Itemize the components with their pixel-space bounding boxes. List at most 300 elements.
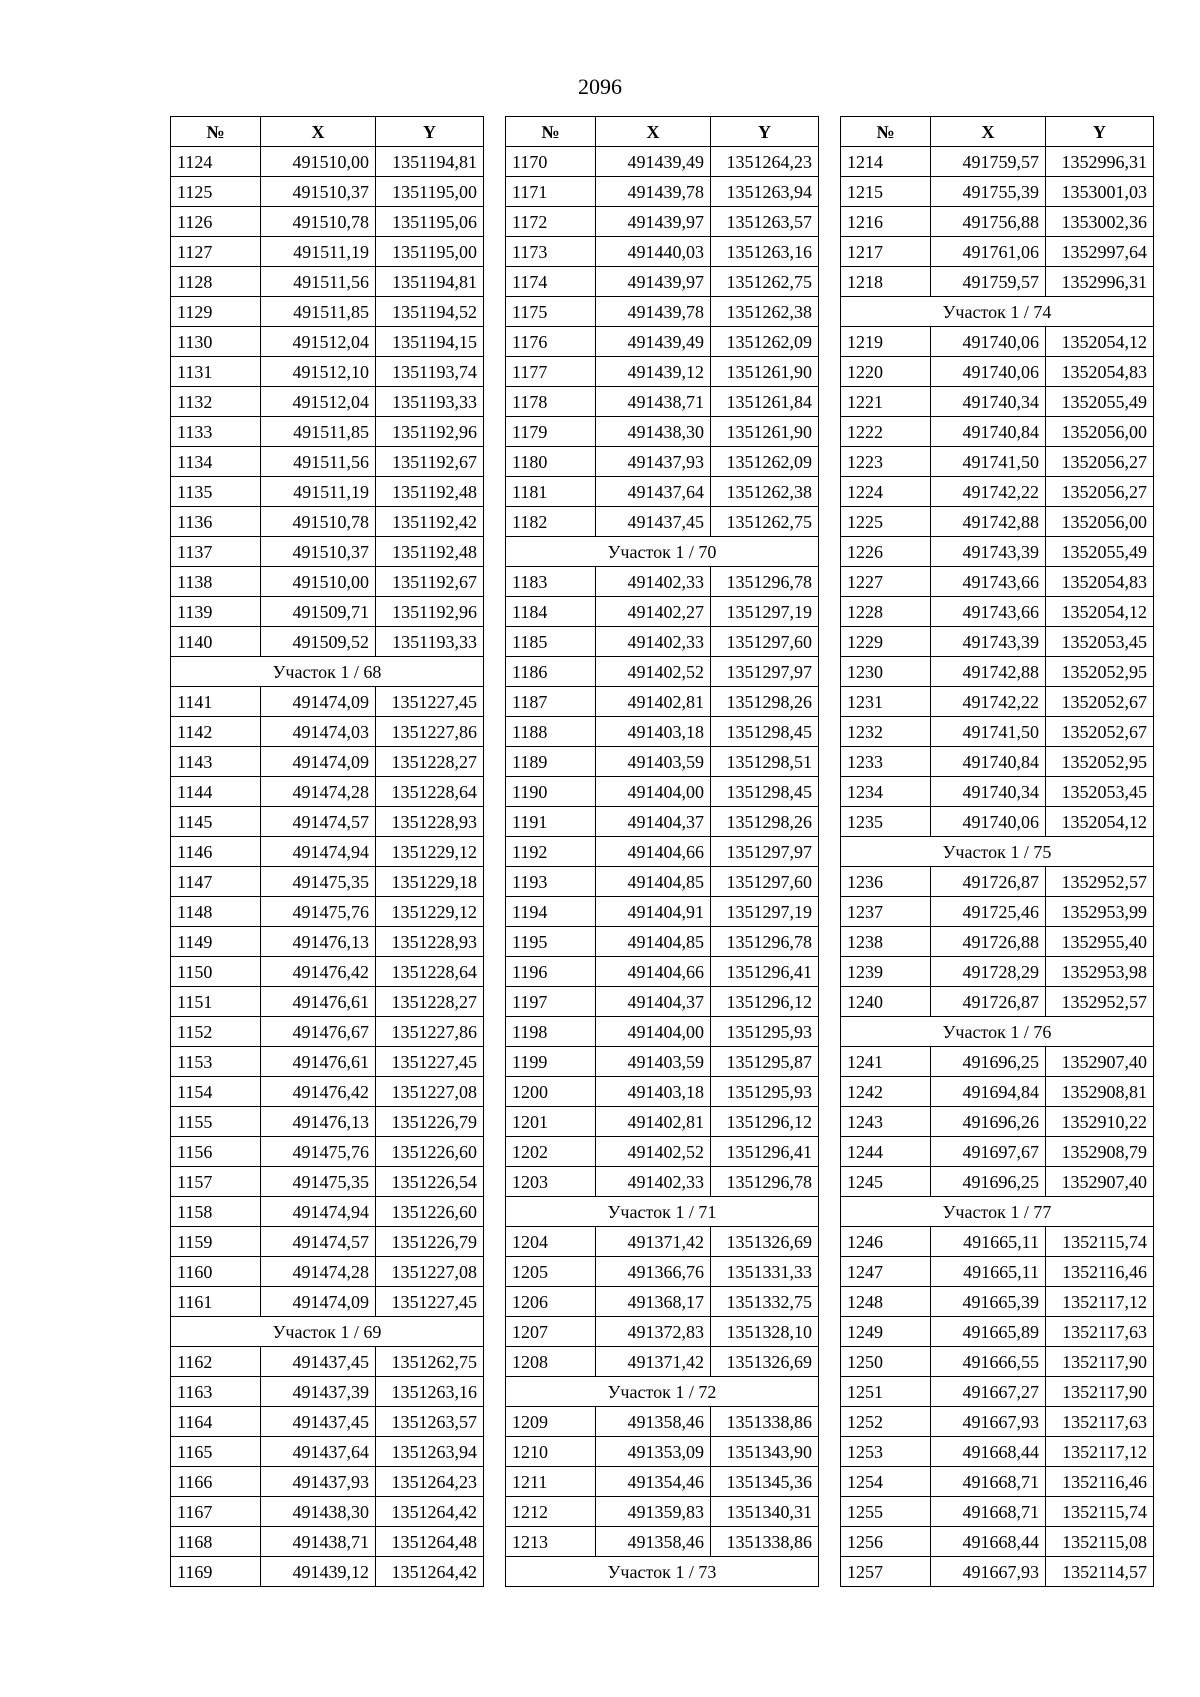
point-number-cell: 1146	[171, 837, 261, 867]
point-number-cell: 1178	[506, 387, 596, 417]
x-coordinate-cell: 491403,18	[596, 1077, 711, 1107]
y-coordinate-cell: 1352996,31	[1046, 147, 1154, 177]
x-coordinate-cell: 491510,37	[261, 177, 376, 207]
point-number-cell: 1161	[171, 1287, 261, 1317]
point-number-cell: 1256	[841, 1527, 931, 1557]
y-coordinate-cell: 1351262,09	[711, 447, 819, 477]
y-coordinate-cell: 1351226,79	[376, 1107, 484, 1137]
table-row	[506, 867, 819, 897]
table-row	[171, 597, 484, 627]
x-coordinate-cell: 491439,97	[596, 267, 711, 297]
page-number: 2096	[578, 74, 622, 99]
point-number-cell: 1195	[506, 927, 596, 957]
x-coordinate-cell: 491511,85	[261, 297, 376, 327]
x-coordinate-cell: 491511,56	[261, 267, 376, 297]
header-row	[841, 117, 1154, 147]
table-row	[841, 687, 1154, 717]
point-number-cell: 1153	[171, 1047, 261, 1077]
point-number-cell: 1128	[171, 267, 261, 297]
x-column-header: X	[596, 117, 711, 147]
y-coordinate-cell: 1351345,36	[711, 1467, 819, 1497]
x-coordinate-cell: 491740,06	[931, 357, 1046, 387]
point-number-cell: 1140	[171, 627, 261, 657]
table-row	[841, 1077, 1154, 1107]
x-coordinate-cell: 491474,09	[261, 1287, 376, 1317]
table-row	[171, 747, 484, 777]
point-number-cell: 1175	[506, 297, 596, 327]
x-coordinate-cell: 491510,37	[261, 537, 376, 567]
header-row	[506, 117, 819, 147]
x-coordinate-cell: 491761,06	[931, 237, 1046, 267]
x-coordinate-cell: 491740,84	[931, 747, 1046, 777]
table-row	[506, 1227, 819, 1257]
x-coordinate-cell: 491404,85	[596, 927, 711, 957]
table-row	[506, 567, 819, 597]
point-number-cell: 1180	[506, 447, 596, 477]
y-coordinate-cell: 1351227,45	[376, 1047, 484, 1077]
table-row	[506, 1347, 819, 1377]
y-coordinate-cell: 1351264,48	[376, 1527, 484, 1557]
point-number-cell: 1194	[506, 897, 596, 927]
point-number-cell: 1141	[171, 687, 261, 717]
y-coordinate-cell: 1351192,96	[376, 417, 484, 447]
y-coordinate-cell: 1351296,41	[711, 957, 819, 987]
point-number-cell: 1230	[841, 657, 931, 687]
y-coordinate-cell: 1351295,93	[711, 1017, 819, 1047]
section-label: Участок 1 / 69	[171, 1317, 484, 1347]
x-coordinate-cell: 491439,12	[261, 1557, 376, 1587]
table-row	[171, 1437, 484, 1467]
y-coordinate-cell: 1351193,33	[376, 387, 484, 417]
y-coordinate-cell: 1351298,26	[711, 687, 819, 717]
y-coordinate-cell: 1351228,27	[376, 987, 484, 1017]
y-coordinate-cell: 1352117,90	[1046, 1377, 1154, 1407]
table-row	[841, 1257, 1154, 1287]
x-coordinate-cell: 491402,81	[596, 687, 711, 717]
point-number-cell: 1232	[841, 717, 931, 747]
x-coordinate-cell: 491404,37	[596, 987, 711, 1017]
point-number-cell: 1188	[506, 717, 596, 747]
y-coordinate-cell: 1352115,74	[1046, 1227, 1154, 1257]
point-number-cell: 1126	[171, 207, 261, 237]
point-number-cell: 1208	[506, 1347, 596, 1377]
point-number-cell: 1177	[506, 357, 596, 387]
x-coordinate-cell: 491368,17	[596, 1287, 711, 1317]
table-row	[841, 777, 1154, 807]
y-coordinate-cell: 1351195,00	[376, 237, 484, 267]
point-number-cell: 1132	[171, 387, 261, 417]
x-coordinate-cell: 491437,45	[261, 1407, 376, 1437]
point-number-cell: 1215	[841, 177, 931, 207]
section-row	[506, 1197, 819, 1227]
y-coordinate-cell: 1351263,57	[711, 207, 819, 237]
point-number-cell: 1166	[171, 1467, 261, 1497]
table-row	[506, 1467, 819, 1497]
x-coordinate-cell: 491759,57	[931, 267, 1046, 297]
table-row	[841, 507, 1154, 537]
table-row	[171, 837, 484, 867]
section-row	[171, 1317, 484, 1347]
table-row	[841, 537, 1154, 567]
y-coordinate-cell: 1351263,94	[711, 177, 819, 207]
point-number-cell: 1251	[841, 1377, 931, 1407]
table-row	[506, 837, 819, 867]
table-row	[506, 657, 819, 687]
point-number-cell: 1221	[841, 387, 931, 417]
point-number-cell: 1245	[841, 1167, 931, 1197]
y-coordinate-cell: 1352952,57	[1046, 987, 1154, 1017]
point-number-cell: 1182	[506, 507, 596, 537]
y-coordinate-cell: 1351332,75	[711, 1287, 819, 1317]
x-coordinate-cell: 491402,52	[596, 657, 711, 687]
y-coordinate-cell: 1351295,87	[711, 1047, 819, 1077]
y-coordinate-cell: 1351229,12	[376, 897, 484, 927]
x-coordinate-cell: 491403,59	[596, 747, 711, 777]
point-number-cell: 1238	[841, 927, 931, 957]
point-number-cell: 1216	[841, 207, 931, 237]
point-number-cell: 1170	[506, 147, 596, 177]
y-coordinate-cell: 1352910,22	[1046, 1107, 1154, 1137]
point-number-cell: 1210	[506, 1437, 596, 1467]
y-coordinate-cell: 1352053,45	[1046, 627, 1154, 657]
y-coordinate-cell: 1352056,27	[1046, 477, 1154, 507]
x-coordinate-cell: 491756,88	[931, 207, 1046, 237]
point-number-cell: 1150	[171, 957, 261, 987]
y-coordinate-cell: 1352052,67	[1046, 717, 1154, 747]
table-row	[506, 1167, 819, 1197]
x-coordinate-cell: 491366,76	[596, 1257, 711, 1287]
section-row	[506, 1377, 819, 1407]
table-row	[841, 717, 1154, 747]
y-coordinate-cell: 1352907,40	[1046, 1047, 1154, 1077]
y-coordinate-cell: 1352117,90	[1046, 1347, 1154, 1377]
table-row	[506, 477, 819, 507]
y-coordinate-cell: 1352115,08	[1046, 1527, 1154, 1557]
point-number-cell: 1228	[841, 597, 931, 627]
table-row	[841, 897, 1154, 927]
section-label: Участок 1 / 73	[506, 1557, 819, 1587]
coordinates-table-3	[840, 116, 1154, 1587]
table-row	[506, 1287, 819, 1317]
x-coordinate-cell: 491665,11	[931, 1227, 1046, 1257]
y-coordinate-cell: 1351343,90	[711, 1437, 819, 1467]
point-number-cell: 1154	[171, 1077, 261, 1107]
point-number-cell: 1189	[506, 747, 596, 777]
y-coordinate-cell: 1351227,45	[376, 687, 484, 717]
y-coordinate-cell: 1351296,78	[711, 567, 819, 597]
x-coordinate-cell: 491474,03	[261, 717, 376, 747]
point-number-cell: 1135	[171, 477, 261, 507]
table-row	[171, 1377, 484, 1407]
table-row	[841, 177, 1154, 207]
y-coordinate-cell: 1351226,60	[376, 1197, 484, 1227]
table-row	[171, 687, 484, 717]
point-number-cell: 1225	[841, 507, 931, 537]
point-number-cell: 1136	[171, 507, 261, 537]
y-coordinate-cell: 1352055,49	[1046, 387, 1154, 417]
x-coordinate-cell: 491403,59	[596, 1047, 711, 1077]
x-coordinate-cell: 491404,00	[596, 777, 711, 807]
y-coordinate-cell: 1352053,45	[1046, 777, 1154, 807]
y-coordinate-cell: 1351264,23	[711, 147, 819, 177]
y-coordinate-cell: 1351263,57	[376, 1407, 484, 1437]
number-column-header: №	[841, 117, 931, 147]
table-row	[841, 1107, 1154, 1137]
table-row	[171, 147, 484, 177]
point-number-cell: 1235	[841, 807, 931, 837]
y-coordinate-cell: 1351298,26	[711, 807, 819, 837]
x-column-header: X	[261, 117, 376, 147]
y-coordinate-cell: 1351192,67	[376, 567, 484, 597]
y-coordinate-cell: 1351228,93	[376, 927, 484, 957]
table-row	[841, 747, 1154, 777]
section-label: Участок 1 / 71	[506, 1197, 819, 1227]
x-coordinate-cell: 491475,76	[261, 1137, 376, 1167]
section-row	[506, 1557, 819, 1587]
point-number-cell: 1164	[171, 1407, 261, 1437]
point-number-cell: 1234	[841, 777, 931, 807]
y-coordinate-cell: 1352056,00	[1046, 507, 1154, 537]
point-number-cell: 1201	[506, 1107, 596, 1137]
point-number-cell: 1185	[506, 627, 596, 657]
x-coordinate-cell: 491437,64	[596, 477, 711, 507]
point-number-cell: 1139	[171, 597, 261, 627]
table-row	[841, 1047, 1154, 1077]
x-coordinate-cell: 491728,29	[931, 957, 1046, 987]
point-number-cell: 1209	[506, 1407, 596, 1437]
x-coordinate-cell: 491759,57	[931, 147, 1046, 177]
table-row	[506, 387, 819, 417]
x-coordinate-cell: 491438,71	[596, 387, 711, 417]
point-number-cell: 1134	[171, 447, 261, 477]
point-number-cell: 1131	[171, 357, 261, 387]
table-row	[841, 807, 1154, 837]
section-label: Участок 1 / 74	[841, 297, 1154, 327]
y-coordinate-cell: 1352056,27	[1046, 447, 1154, 477]
table-row	[841, 447, 1154, 477]
y-coordinate-cell: 1352054,12	[1046, 597, 1154, 627]
coordinates-table-2	[505, 116, 819, 1587]
table-row	[171, 1497, 484, 1527]
x-coordinate-cell: 491474,28	[261, 777, 376, 807]
x-coordinate-cell: 491438,30	[261, 1497, 376, 1527]
table-row	[841, 1527, 1154, 1557]
y-coordinate-cell: 1351297,97	[711, 657, 819, 687]
point-number-cell: 1223	[841, 447, 931, 477]
point-number-cell: 1239	[841, 957, 931, 987]
y-coordinate-cell: 1351261,90	[711, 417, 819, 447]
y-coordinate-cell: 1352054,12	[1046, 327, 1154, 357]
y-coordinate-cell: 1351226,79	[376, 1227, 484, 1257]
x-coordinate-cell: 491476,13	[261, 1107, 376, 1137]
point-number-cell: 1229	[841, 627, 931, 657]
point-number-cell: 1148	[171, 897, 261, 927]
y-coordinate-cell: 1351195,00	[376, 177, 484, 207]
x-coordinate-cell: 491740,06	[931, 327, 1046, 357]
table-row	[171, 477, 484, 507]
table-row	[841, 567, 1154, 597]
table-row	[171, 537, 484, 567]
table-row	[506, 1527, 819, 1557]
table-row	[841, 1407, 1154, 1437]
point-number-cell: 1124	[171, 147, 261, 177]
x-coordinate-cell: 491510,00	[261, 147, 376, 177]
point-number-cell: 1224	[841, 477, 931, 507]
point-number-cell: 1206	[506, 1287, 596, 1317]
x-coordinate-cell: 491476,67	[261, 1017, 376, 1047]
section-label: Участок 1 / 75	[841, 837, 1154, 867]
header-row	[171, 117, 484, 147]
y-coordinate-cell: 1352117,63	[1046, 1407, 1154, 1437]
y-coordinate-cell: 1352953,99	[1046, 897, 1154, 927]
point-number-cell: 1202	[506, 1137, 596, 1167]
point-number-cell: 1252	[841, 1407, 931, 1437]
x-coordinate-cell: 491371,42	[596, 1347, 711, 1377]
y-coordinate-cell: 1352117,12	[1046, 1437, 1154, 1467]
table-row	[506, 327, 819, 357]
table-row	[171, 927, 484, 957]
x-coordinate-cell: 491511,19	[261, 237, 376, 267]
x-coordinate-cell: 491665,11	[931, 1257, 1046, 1287]
y-coordinate-cell: 1353002,36	[1046, 207, 1154, 237]
table-row	[506, 1437, 819, 1467]
y-coordinate-cell: 1351261,90	[711, 357, 819, 387]
x-coordinate-cell: 491511,85	[261, 417, 376, 447]
table-row	[171, 177, 484, 207]
table-row	[841, 987, 1154, 1017]
y-coordinate-cell: 1351331,33	[711, 1257, 819, 1287]
table-row	[171, 807, 484, 837]
y-coordinate-cell: 1352952,57	[1046, 867, 1154, 897]
y-coordinate-cell: 1351297,19	[711, 597, 819, 627]
table-row	[171, 357, 484, 387]
point-number-cell: 1165	[171, 1437, 261, 1467]
table-row	[506, 987, 819, 1017]
point-number-cell: 1183	[506, 567, 596, 597]
x-coordinate-cell: 491437,45	[596, 507, 711, 537]
y-column-header: Y	[1046, 117, 1154, 147]
y-coordinate-cell: 1351229,12	[376, 837, 484, 867]
x-coordinate-cell: 491372,83	[596, 1317, 711, 1347]
y-coordinate-cell: 1351298,45	[711, 717, 819, 747]
x-coordinate-cell: 491509,71	[261, 597, 376, 627]
x-coordinate-cell: 491726,87	[931, 987, 1046, 1017]
y-coordinate-cell: 1351227,86	[376, 717, 484, 747]
y-coordinate-cell: 1351193,33	[376, 627, 484, 657]
table-row	[506, 597, 819, 627]
y-coordinate-cell: 1351262,75	[711, 267, 819, 297]
point-number-cell: 1242	[841, 1077, 931, 1107]
table-row	[506, 687, 819, 717]
y-coordinate-cell: 1351264,23	[376, 1467, 484, 1497]
y-coordinate-cell: 1351228,64	[376, 777, 484, 807]
y-coordinate-cell: 1351263,94	[376, 1437, 484, 1467]
point-number-cell: 1157	[171, 1167, 261, 1197]
point-number-cell: 1220	[841, 357, 931, 387]
y-coordinate-cell: 1352116,46	[1046, 1467, 1154, 1497]
y-coordinate-cell: 1352955,40	[1046, 927, 1154, 957]
table-row	[841, 357, 1154, 387]
x-coordinate-cell: 491402,33	[596, 1167, 711, 1197]
section-label: Участок 1 / 77	[841, 1197, 1154, 1227]
table-row	[506, 897, 819, 927]
table-row	[841, 327, 1154, 357]
table-row	[171, 1197, 484, 1227]
table-row	[841, 1227, 1154, 1257]
x-coordinate-cell: 491474,57	[261, 1227, 376, 1257]
x-coordinate-cell: 491667,93	[931, 1407, 1046, 1437]
table-row	[841, 927, 1154, 957]
point-number-cell: 1211	[506, 1467, 596, 1497]
x-coordinate-cell: 491475,76	[261, 897, 376, 927]
section-row	[841, 1197, 1154, 1227]
y-coordinate-cell: 1351192,48	[376, 537, 484, 567]
y-coordinate-cell: 1351295,93	[711, 1077, 819, 1107]
point-number-cell: 1137	[171, 537, 261, 567]
table-row	[171, 1527, 484, 1557]
x-coordinate-cell: 491512,04	[261, 327, 376, 357]
table-row	[841, 1167, 1154, 1197]
table-row	[841, 1437, 1154, 1467]
section-label: Участок 1 / 76	[841, 1017, 1154, 1047]
y-coordinate-cell: 1351194,15	[376, 327, 484, 357]
y-coordinate-cell: 1351326,69	[711, 1227, 819, 1257]
x-coordinate-cell: 491404,66	[596, 837, 711, 867]
point-number-cell: 1160	[171, 1257, 261, 1287]
y-coordinate-cell: 1351338,86	[711, 1407, 819, 1437]
point-number-cell: 1200	[506, 1077, 596, 1107]
point-number-cell: 1254	[841, 1467, 931, 1497]
y-coordinate-cell: 1351261,84	[711, 387, 819, 417]
point-number-cell: 1129	[171, 297, 261, 327]
x-coordinate-cell: 491359,83	[596, 1497, 711, 1527]
y-coordinate-cell: 1351193,74	[376, 357, 484, 387]
table-row	[171, 627, 484, 657]
y-coordinate-cell: 1352115,74	[1046, 1497, 1154, 1527]
table-row	[506, 267, 819, 297]
y-coordinate-cell: 1351296,78	[711, 927, 819, 957]
x-coordinate-cell: 491740,34	[931, 387, 1046, 417]
point-number-cell: 1253	[841, 1437, 931, 1467]
table-row	[841, 597, 1154, 627]
x-coordinate-cell: 491402,52	[596, 1137, 711, 1167]
y-coordinate-cell: 1352054,12	[1046, 807, 1154, 837]
x-coordinate-cell: 491476,61	[261, 987, 376, 1017]
x-coordinate-cell: 491358,46	[596, 1407, 711, 1437]
x-coordinate-cell: 491402,33	[596, 627, 711, 657]
point-number-cell: 1249	[841, 1317, 931, 1347]
section-label: Участок 1 / 72	[506, 1377, 819, 1407]
y-coordinate-cell: 1351227,08	[376, 1077, 484, 1107]
y-coordinate-cell: 1351297,19	[711, 897, 819, 927]
y-coordinate-cell: 1351194,81	[376, 267, 484, 297]
y-coordinate-cell: 1352908,79	[1046, 1137, 1154, 1167]
x-coordinate-cell: 491476,42	[261, 957, 376, 987]
y-coordinate-cell: 1351227,86	[376, 1017, 484, 1047]
table-row	[171, 1107, 484, 1137]
table-row	[171, 987, 484, 1017]
x-coordinate-cell: 491667,93	[931, 1557, 1046, 1587]
point-number-cell: 1190	[506, 777, 596, 807]
table-row	[841, 237, 1154, 267]
x-coordinate-cell: 491404,91	[596, 897, 711, 927]
point-number-cell: 1213	[506, 1527, 596, 1557]
table-row	[171, 867, 484, 897]
x-coordinate-cell: 491437,64	[261, 1437, 376, 1467]
point-number-cell: 1156	[171, 1137, 261, 1167]
x-coordinate-cell: 491696,26	[931, 1107, 1046, 1137]
point-number-cell: 1243	[841, 1107, 931, 1137]
